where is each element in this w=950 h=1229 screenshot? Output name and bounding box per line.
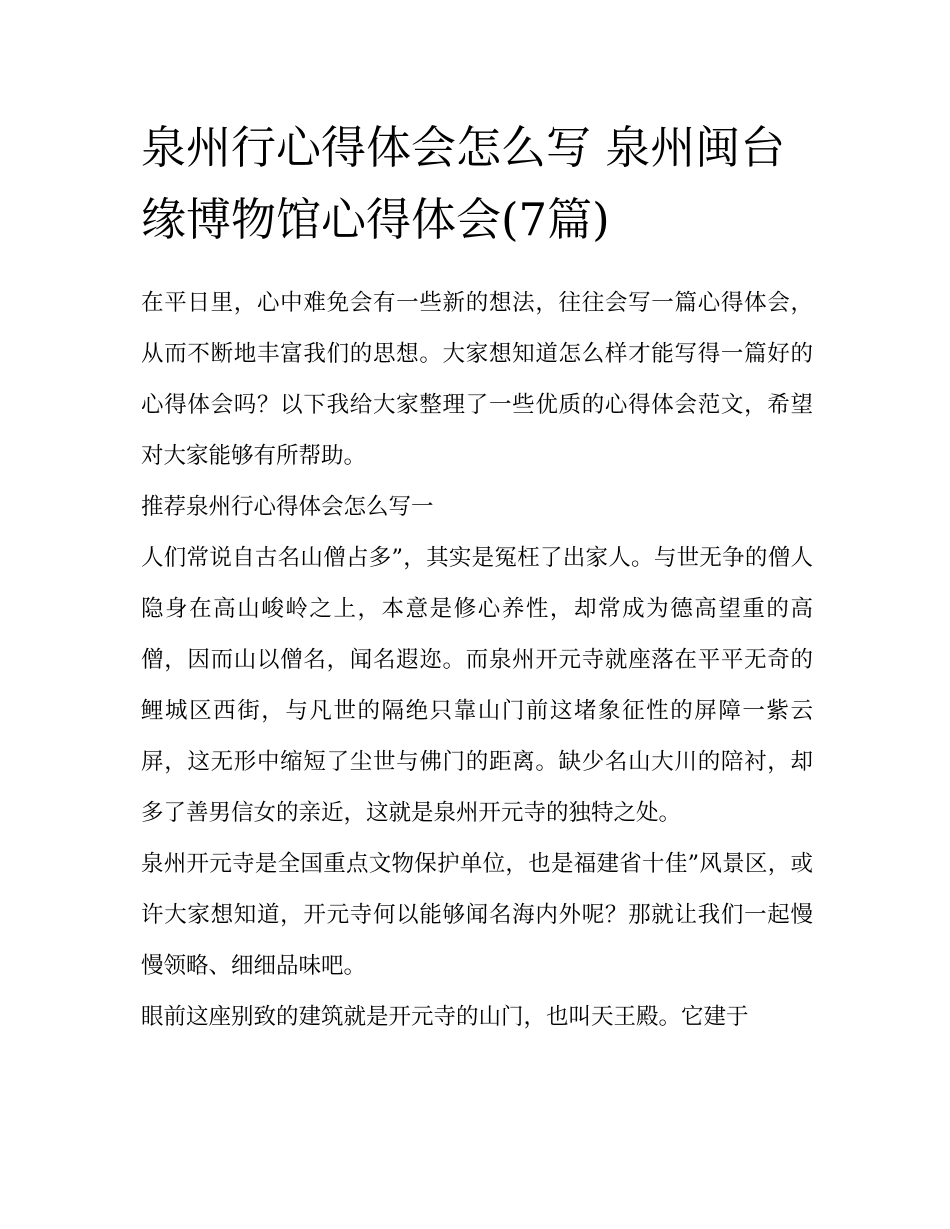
document-title: 泉州行心得体会怎么写 泉州闽台缘博物馆心得体会(7篇) <box>141 121 786 246</box>
section-heading: 推荐泉州行心得体会怎么写一 <box>141 494 434 520</box>
body-paragraph: 泉州开元寺是全国重点文物保护单位，也是福建省十佳”风景区，或许大家想知道，开元寺何以能够闻名海内外呢？那就让我们一起慢慢领略、细细品味吧。 <box>141 851 813 979</box>
intro-paragraph: 在平日里，心中难免会有一些新的想法，往往会写一篇心得体会，从而不断地丰富我们的思想。大家想知道怎么样才能写得一篇好的心得体会吗？以下我给大家整理了一些优质的心得体会范文，希望对大家能够有所帮助。 <box>141 290 813 469</box>
body-paragraph: 眼前这座别致的建筑就是开元寺的山门，也叫天王殿。它建于 <box>141 1004 749 1030</box>
document-body <box>141 112 813 1043</box>
body-paragraph: 人们常说自古名山僧占多”，其实是冤枉了出家人。与世无争的僧人隐身在高山峻岭之上，本意是修心养性，却常成为德高望重的高僧，因而山以僧名，闻名遐迩。而泉州开元寺就座落在平平无奇的鲤城区西街，与凡世的隔绝只靠山门前这堵象征性的屏障一紫云屏，这无形中缩短了尘世与佛门的距离。缺少名山大川的陪衬，却多了善男信女的亲近，这就是泉州开元寺的独特之处。 <box>141 545 813 826</box>
